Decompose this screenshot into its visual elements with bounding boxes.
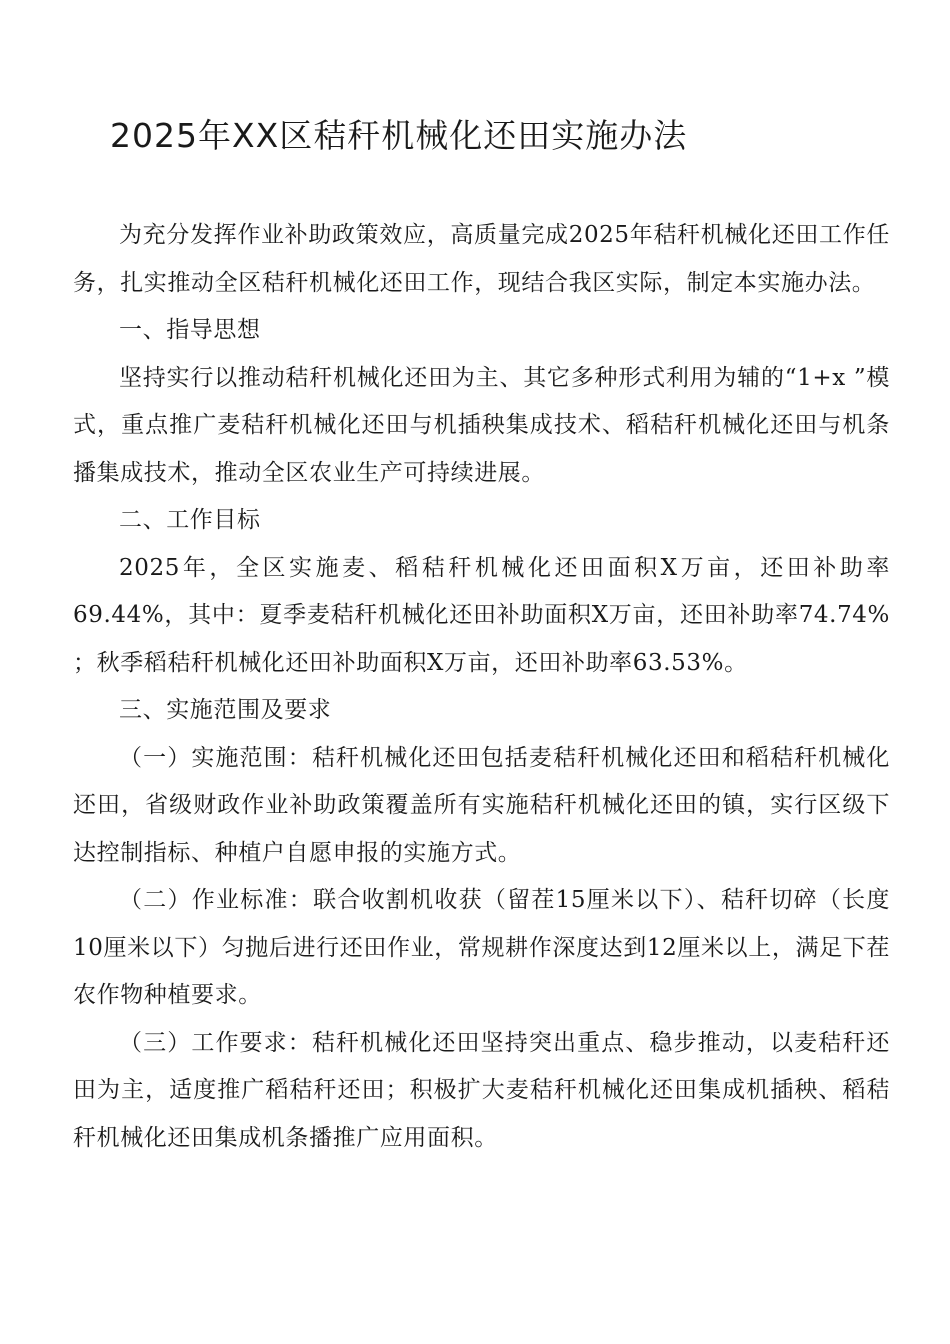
scope-paragraph: （一）实施范围：秸秆机械化还田包括麦秸秆机械化还田和稻秸秆机械化还田，省级财政作业补助政策覆盖所有实施秸秆机械化还田的镇，实行区级下达控制指标、种植户自愿申报的实施方式。 (73, 744, 890, 866)
work-requirements-paragraph: （三）工作要求：秸秆机械化还田坚持突出重点、稳步推动，以麦秸秆还田为主，适度推广稻秸秆还田；积极扩大麦秸秆机械化还田集成机插秧、稻秸秆机械化还田集成机条播推广应用面积。 (73, 1029, 890, 1151)
section-heading-scope-requirements: 三、实施范围及要求 (119, 697, 332, 723)
section-heading-guiding-thought: 一、指导思想 (119, 317, 261, 343)
section-heading-work-goals: 二、工作目标 (119, 507, 261, 533)
guiding-thought-paragraph: 坚持实行以推动秸秆机械化还田为主、其它多种形式利用为辅的“1+x ”模式，重点推广麦秸秆机械化还田与机插秧集成技术、稻秸秆机械化还田与机条播集成技术，推动全区农业生产可持续进展。 (73, 364, 890, 486)
intro-paragraph: 为充分发挥作业补助政策效应，高质量完成2025年秸秆机械化还田工作任务，扎实推动全区秸秆机械化还田工作，现结合我区实际，制定本实施办法。 (73, 222, 890, 296)
operation-standard-paragraph: （二）作业标准：联合收割机收获（留茬15厘米以下）、秸秆切碎（长度10厘米以下）匀抛后进行还田作业，常规耕作深度达到12厘米以上，满足下茬农作物种植要求。 (73, 887, 890, 1008)
work-goals-paragraph: 2025年，全区实施麦、稻秸秆机械化还田面积X万亩，还田补助率69.44%，其中：夏季麦秸秆机械化还田补助面积X万亩，还田补助率74.74% ；秋季稻秸秆机械化还田补助面积X万亩，还田补助率63.53%。 (73, 554, 890, 676)
document-body (73, 212, 890, 1162)
document-title: 2025年XX区秸秆机械化还田实施办法 (110, 116, 688, 155)
